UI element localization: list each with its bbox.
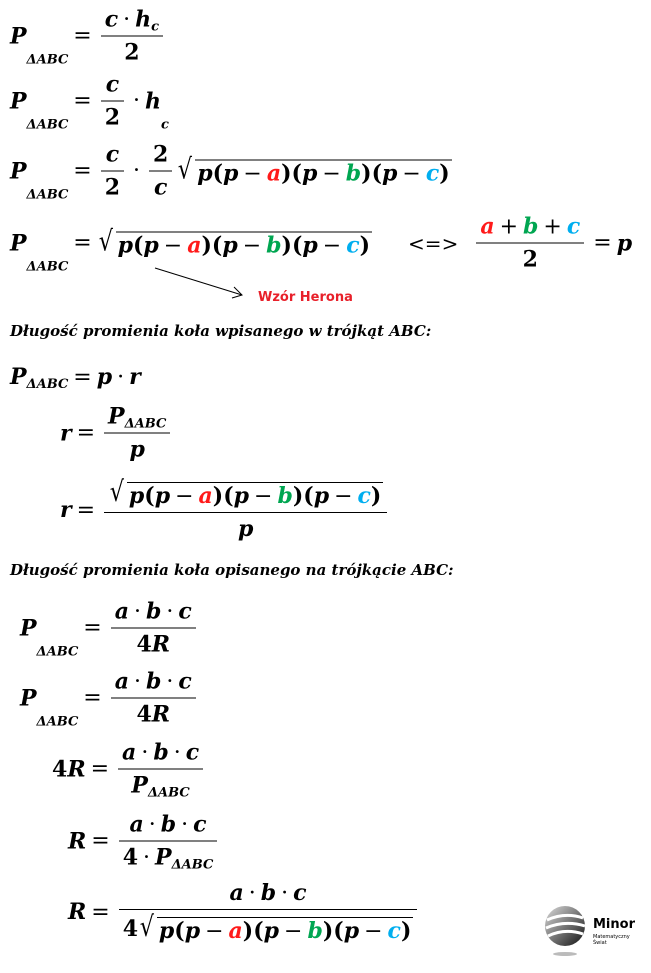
- math-symbol: P: [20, 685, 37, 711]
- math-variable-a: a: [187, 232, 202, 259]
- math-symbol: c: [104, 6, 119, 33]
- math-variable-a: a: [198, 483, 213, 509]
- math-symbol: p: [222, 232, 238, 259]
- math-symbol: p: [158, 918, 175, 944]
- fraction: [118, 740, 203, 799]
- math-symbol: c: [185, 739, 200, 766]
- math-subscript: c: [161, 117, 169, 133]
- math-operator: −: [322, 233, 342, 258]
- math-symbol: p: [143, 232, 159, 259]
- math-operator: −: [322, 161, 341, 186]
- math-paren: ): [439, 160, 450, 187]
- math-number: 2: [104, 174, 121, 201]
- math-operator: ·: [133, 158, 141, 184]
- formula-R: [68, 812, 221, 871]
- math-paren: (: [303, 483, 314, 509]
- math-operator: ·: [134, 599, 141, 624]
- math-operator: −: [175, 483, 194, 509]
- math-symbol: a: [122, 739, 137, 766]
- math-variable-a: a: [266, 160, 282, 187]
- math-symbol: P: [131, 772, 148, 799]
- math-symbol: c: [154, 174, 168, 201]
- math-number: 4: [136, 701, 152, 728]
- math-symbol: R: [68, 828, 87, 854]
- math-operator: ·: [166, 669, 174, 694]
- math-paren: ): [242, 918, 254, 944]
- math-symbol: P: [155, 844, 172, 871]
- radicand: [157, 917, 413, 944]
- math-symbol: r: [60, 420, 72, 446]
- math-symbol: P: [108, 403, 125, 430]
- radical-icon: √: [139, 910, 155, 943]
- math-operator: =: [73, 364, 92, 390]
- math-number: 2: [522, 246, 538, 273]
- formula-area-abc-4r-2: [20, 669, 200, 728]
- math-subscript: ΔABC: [36, 644, 79, 660]
- fraction-numerator: [104, 404, 170, 433]
- math-symbol: p: [302, 232, 318, 259]
- math-variable-b: b: [266, 232, 282, 259]
- math-operator: =: [83, 615, 102, 641]
- fraction-numerator: [104, 475, 387, 512]
- radical-icon: √: [98, 224, 113, 258]
- math-operator: ·: [173, 740, 181, 765]
- fraction-denominator: [119, 909, 418, 944]
- math-operator: −: [242, 233, 262, 258]
- math-operator: ·: [181, 812, 189, 837]
- math-symbol: h: [145, 88, 162, 114]
- math-symbol: c: [105, 141, 120, 168]
- math-paren: (: [291, 232, 303, 259]
- fraction-denominator: [119, 841, 218, 871]
- math-operator: =: [83, 685, 102, 711]
- math-operator: −: [163, 233, 183, 258]
- math-subscript: ΔABC: [171, 857, 214, 873]
- math-operator: +: [499, 214, 519, 239]
- math-operator: ·: [117, 364, 125, 390]
- math-operator: ·: [134, 669, 141, 694]
- math-operator: −: [402, 161, 421, 186]
- radical-icon: √: [178, 152, 193, 186]
- math-number: 4: [122, 844, 139, 871]
- math-variable-c: c: [425, 160, 440, 187]
- math-symbol: P: [10, 158, 27, 184]
- math-subscript: ΔABC: [26, 52, 69, 68]
- math-operator: ·: [143, 845, 151, 870]
- logo-subtitle: Matematyczny Świat: [593, 934, 630, 946]
- heading-circumscribed: Długość promienia koła opisanego na trójkącie ABC:: [10, 561, 454, 579]
- math-symbol: p: [184, 918, 201, 944]
- math-operator: =: [73, 230, 92, 256]
- math-symbol: P: [10, 230, 27, 256]
- math-operator: −: [334, 483, 353, 509]
- math-variable-b: b: [277, 483, 293, 509]
- math-variable-b: b: [523, 213, 539, 240]
- math-paren: ): [400, 918, 412, 944]
- math-subscript: ΔABC: [26, 187, 69, 203]
- formula-r: [60, 404, 174, 463]
- math-number: 2: [124, 39, 140, 66]
- math-paren: ): [201, 232, 212, 259]
- fraction: [119, 812, 218, 871]
- math-symbol: c: [178, 668, 192, 695]
- formula-area-abc-4r: [20, 599, 200, 658]
- radicand: [127, 482, 383, 509]
- math-symbol: h: [135, 6, 152, 33]
- heron-label: Wzór Herona: [258, 290, 353, 305]
- math-variable-a: a: [228, 918, 243, 944]
- math-subscript: c: [151, 19, 160, 35]
- fraction-numerator: [226, 880, 311, 909]
- formula-area-pr: [10, 364, 141, 390]
- math-symbol: b: [153, 739, 169, 766]
- math-operator: =: [593, 230, 612, 256]
- math-symbol: a: [114, 668, 129, 695]
- math-paren: (: [253, 918, 264, 944]
- heading-inscribed: Długość promienia koła wpisanego w trójkąt ABC:: [10, 322, 432, 340]
- math-symbol: p: [343, 918, 360, 944]
- fraction-denominator: [111, 628, 196, 658]
- fraction: [119, 880, 418, 944]
- fraction-numerator: [111, 669, 196, 698]
- math-operator: ·: [148, 812, 156, 837]
- math-term: [52, 756, 86, 782]
- math-symbol: c: [293, 880, 307, 906]
- math-symbol: p: [223, 160, 239, 187]
- math-paren: ): [212, 483, 224, 509]
- fraction-numerator: [111, 599, 196, 628]
- math-paren: ): [370, 483, 382, 509]
- math-paren: ): [322, 918, 334, 944]
- fraction-denominator: [111, 698, 196, 728]
- math-symbol: P: [10, 364, 27, 390]
- math-operator: −: [205, 918, 224, 944]
- math-variable-c: c: [566, 213, 581, 240]
- math-number: 2: [104, 104, 121, 131]
- math-paren: (: [291, 160, 302, 187]
- math-operator: ·: [166, 599, 174, 624]
- math-symbol: r: [60, 497, 72, 523]
- math-symbol: p: [263, 918, 280, 944]
- math-operator: =: [76, 420, 96, 446]
- math-operator: ·: [133, 88, 141, 114]
- math-number: 4: [136, 631, 152, 658]
- fraction: [104, 475, 387, 542]
- math-symbol: a: [129, 811, 144, 838]
- math-symbol: R: [68, 899, 87, 925]
- math-term: [136, 702, 170, 728]
- formula-R-heron: [68, 880, 421, 944]
- math-variable-b: b: [345, 160, 362, 187]
- math-term: [136, 632, 170, 658]
- math-symbol: p: [233, 483, 250, 509]
- square-root: [138, 910, 413, 944]
- math-subscript: ΔABC: [124, 416, 167, 432]
- math-operator: +: [543, 214, 562, 239]
- math-subscript: ΔABC: [26, 377, 69, 392]
- math-symbol: p: [382, 160, 398, 187]
- math-variable: R: [151, 701, 171, 728]
- fraction-numerator: [118, 740, 203, 769]
- math-paren: ): [359, 232, 371, 259]
- logo: [543, 904, 643, 960]
- math-operator: =: [91, 828, 110, 854]
- math-symbol: r: [129, 364, 141, 390]
- math-symbol: p: [616, 230, 633, 256]
- math-operator: ·: [281, 880, 289, 906]
- math-symbol: p: [197, 160, 213, 187]
- math-paren: ): [292, 483, 304, 509]
- fraction-denominator: [104, 433, 170, 463]
- logo-title: Minor: [593, 917, 635, 932]
- math-operator: −: [243, 161, 262, 186]
- math-symbol: c: [105, 71, 120, 98]
- math-paren: ): [281, 160, 292, 187]
- fraction: [111, 669, 196, 728]
- math-symbol: c: [193, 811, 207, 838]
- math-subscript: ΔABC: [26, 259, 69, 275]
- math-paren: ): [281, 232, 292, 259]
- math-number: 4: [122, 915, 139, 942]
- math-symbol: p: [154, 483, 171, 509]
- math-subscript: ΔABC: [26, 117, 69, 133]
- math-paren: (: [223, 483, 234, 509]
- math-symbol: p: [96, 364, 113, 390]
- math-variable: R: [151, 631, 171, 658]
- math-operator: ·: [123, 7, 131, 32]
- formula-r-heron: [60, 475, 391, 542]
- math-subscript: ΔABC: [36, 714, 79, 730]
- equivalence-symbol: <=>: [408, 231, 459, 255]
- math-variable-c: c: [387, 918, 401, 944]
- math-symbol: p: [117, 232, 133, 259]
- math-paren: (: [333, 918, 344, 944]
- math-variable-c: c: [357, 483, 371, 509]
- math-symbol: P: [10, 23, 27, 49]
- math-symbol: p: [129, 436, 145, 463]
- math-variable: R: [67, 756, 86, 782]
- fraction-denominator: [118, 769, 203, 799]
- fraction: [104, 404, 170, 463]
- math-operator: =: [73, 158, 92, 184]
- math-operator: =: [90, 756, 110, 782]
- math-operator: =: [91, 899, 110, 925]
- math-symbol: b: [260, 880, 277, 906]
- math-variable-a: a: [480, 213, 495, 240]
- math-paren: (: [144, 483, 155, 509]
- math-operator: =: [73, 23, 92, 49]
- math-symbol: b: [160, 811, 177, 838]
- globe-icon: [543, 904, 591, 960]
- math-symbol: p: [237, 516, 254, 542]
- math-paren: (: [211, 232, 223, 259]
- math-paren: (: [212, 160, 224, 187]
- math-paren: (: [174, 918, 185, 944]
- math-symbol: b: [146, 598, 162, 625]
- square-root: [108, 475, 383, 509]
- math-operator: −: [284, 918, 303, 944]
- math-paren: ): [361, 160, 372, 187]
- fraction: [111, 599, 196, 658]
- math-subscript: ΔABC: [147, 785, 190, 801]
- formula-4r: [52, 740, 207, 799]
- math-variable-c: c: [346, 232, 360, 259]
- radical-icon: √: [109, 475, 125, 508]
- math-paren: (: [132, 232, 144, 259]
- fraction-numerator: [126, 812, 211, 841]
- math-paren: (: [371, 160, 383, 187]
- math-operator: =: [73, 88, 92, 114]
- fraction-denominator: [104, 512, 387, 542]
- math-number: 2: [153, 141, 169, 168]
- math-operator: =: [76, 497, 96, 523]
- math-symbol: P: [10, 88, 27, 114]
- math-operator: −: [254, 483, 273, 509]
- math-symbol: p: [313, 483, 330, 509]
- math-number: 4: [52, 756, 68, 782]
- math-operator: ·: [248, 880, 256, 906]
- math-symbol: c: [178, 598, 192, 625]
- math-symbol: a: [229, 880, 244, 906]
- math-symbol: b: [146, 668, 162, 695]
- math-operator: ·: [141, 740, 149, 765]
- math-symbol: P: [20, 615, 37, 641]
- math-symbol: p: [128, 483, 145, 509]
- math-operator: −: [364, 918, 383, 944]
- math-variable-b: b: [307, 918, 323, 944]
- math-symbol: a: [114, 598, 129, 625]
- math-symbol: p: [301, 160, 318, 187]
